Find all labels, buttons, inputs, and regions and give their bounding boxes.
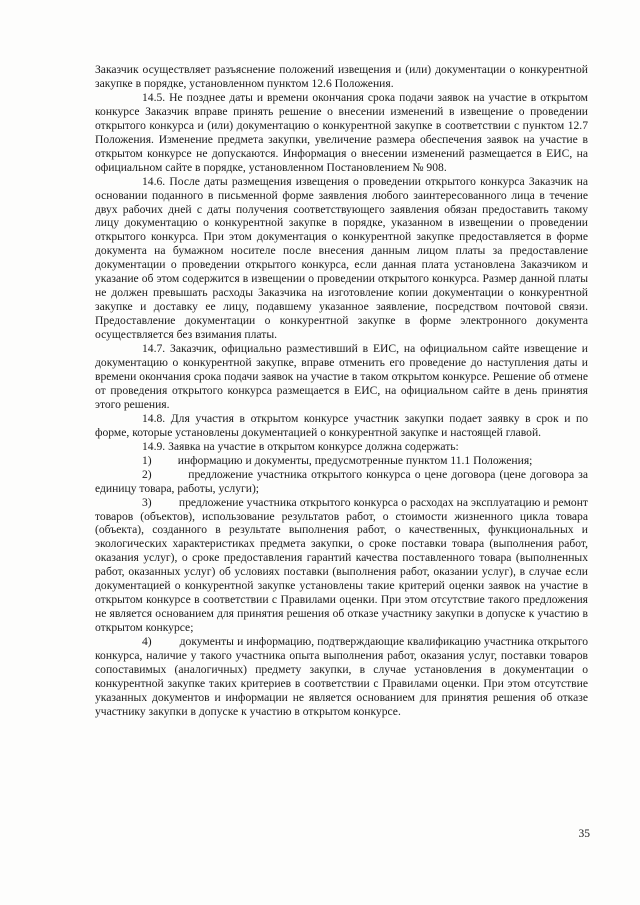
list-item-number: 3) bbox=[142, 495, 152, 509]
list-item-text: предложение участника открытого конкурса о цене договора (цене договора за единицу товара, работы, услуги); bbox=[95, 467, 588, 495]
list-item-2 bbox=[95, 468, 588, 496]
paragraph-14-7: 14.7. Заказчик, официально разместивший в ЕИС, на официальном сайте извещение и документацию о конкурентной закупке, вправе отменить его проведение до наступления даты и времени окончания срока подачи заявок на участие в таком открытом конкурсе. Решение об отмене от проведения открытого конкурса размещается в ЕИС, на официальном сайте в день принятия этого решения. bbox=[95, 342, 588, 411]
paragraph-intro: Заказчик осуществляет разъяснение положений извещения и (или) документации о конкурентной закупке в порядке, установленном пунктом 12.6 Положения. bbox=[95, 63, 588, 90]
list-item-number: 1) bbox=[142, 453, 152, 467]
list-item-1 bbox=[95, 454, 588, 468]
paragraph-14-9: 14.9. Заявка на участие в открытом конкурсе должна содержать: bbox=[142, 439, 459, 453]
list-item-number: 4) bbox=[142, 635, 152, 649]
paragraph-14-6: 14.6. После даты размещения извещения о проведении открытого конкурса Заказчик на основании поданного в письменной форме заявления любого заинтересованного лица в течение двух рабочих дней с даты получения соответствующего заявления обязан предоставить такому лицу документацию о конкурентной закупке в порядке, указанном в извещении о проведении открытого конкурса. При этом документация о конкурентной закупке предоставляется в форме документа на бумажном носителе после внесения данным лицом платы за предоставление документации о проведении открытого конкурса, если данная плата установлена Заказчиком и указание об этом содержится в извещении о проведении открытого конкурса. Размер данной платы не должен превышать расходы Заказчика на изготовление копии документации о конкурентной закупке и доставку ее лицу, подавшему указанное заявление, посредством почтовой связи. Предоставление документации о конкурентной закупке в форме электронного документа осуществляется без взимания платы. bbox=[95, 174, 588, 342]
list-item-text: документы и информацию, подтверждающие квалификацию участника открытого конкурса, наличие у такого участника опыта выполнения работ, оказания услуг, поставки товаров сопоставимых (аналогичных) предмету закупки, в случае установления в документации о конкурентной закупке таких критериев в соответствии с Правилами оценки. При этом отсутствие указанных документов и информации не является основанием для принятия решения об отказе участнику закупки в допуске к участию в открытом конкурсе. bbox=[95, 635, 588, 718]
list-item-text: информацию и документы, предусмотренные пунктом 11.1 Положения; bbox=[177, 453, 533, 467]
list-item-3 bbox=[95, 496, 588, 636]
list-item-4 bbox=[95, 635, 588, 719]
page-number: 35 bbox=[578, 828, 590, 840]
list-item-text: предложение участника открытого конкурса о расходах на эксплуатацию и ремонт товаров (объектов), использование результатов работ, о стоимости жизненного цикла товара (объекта), созданного в результате выполнения работ, о качественных, функциональных и экологических характеристиках предмета закупки, о сроке поставки товара (выполнения работ, оказания услуг), о сроке предоставления гарантий качества поставленного товара (выполненных работ, оказанных услуг) об условиях поставки (выполнения работ, оказании услуг), в случае если документацией о конкурентной закупке установлены такие критерий оценки заявок на участие в открытом конкурсе в соответствии с Правилами оценки. При этом отсутствие такого предложения не является основанием для принятия решения об отказе участнику закупки в допуске к участию в открытом конкурсе; bbox=[95, 495, 588, 635]
list-item-number: 2) bbox=[142, 467, 152, 481]
paragraph-14-8: 14.8. Для участия в открытом конкурсе участник закупки подает заявку в срок и по форме, которые установлены документацией о конкурентной закупке и настоящей главой. bbox=[95, 411, 588, 439]
paragraph-14-5: 14.5. Не позднее даты и времени окончания срока подачи заявок на участие в открытом конкурсе Заказчик вправе принять решение о внесении изменений в извещение о проведении открытого конкурса и (или) документацию о конкурентной закупке в соответствии с пунктом 12.7 Положения. Изменение предмета закупки, увеличение размера обеспечения заявок на участие в открытом конкурсе не допускаются. Информация о внесении изменений размещается в ЕИС, на официальном сайте в порядке, установленном Постановлением № 908. bbox=[95, 90, 588, 174]
document-body bbox=[95, 63, 588, 719]
